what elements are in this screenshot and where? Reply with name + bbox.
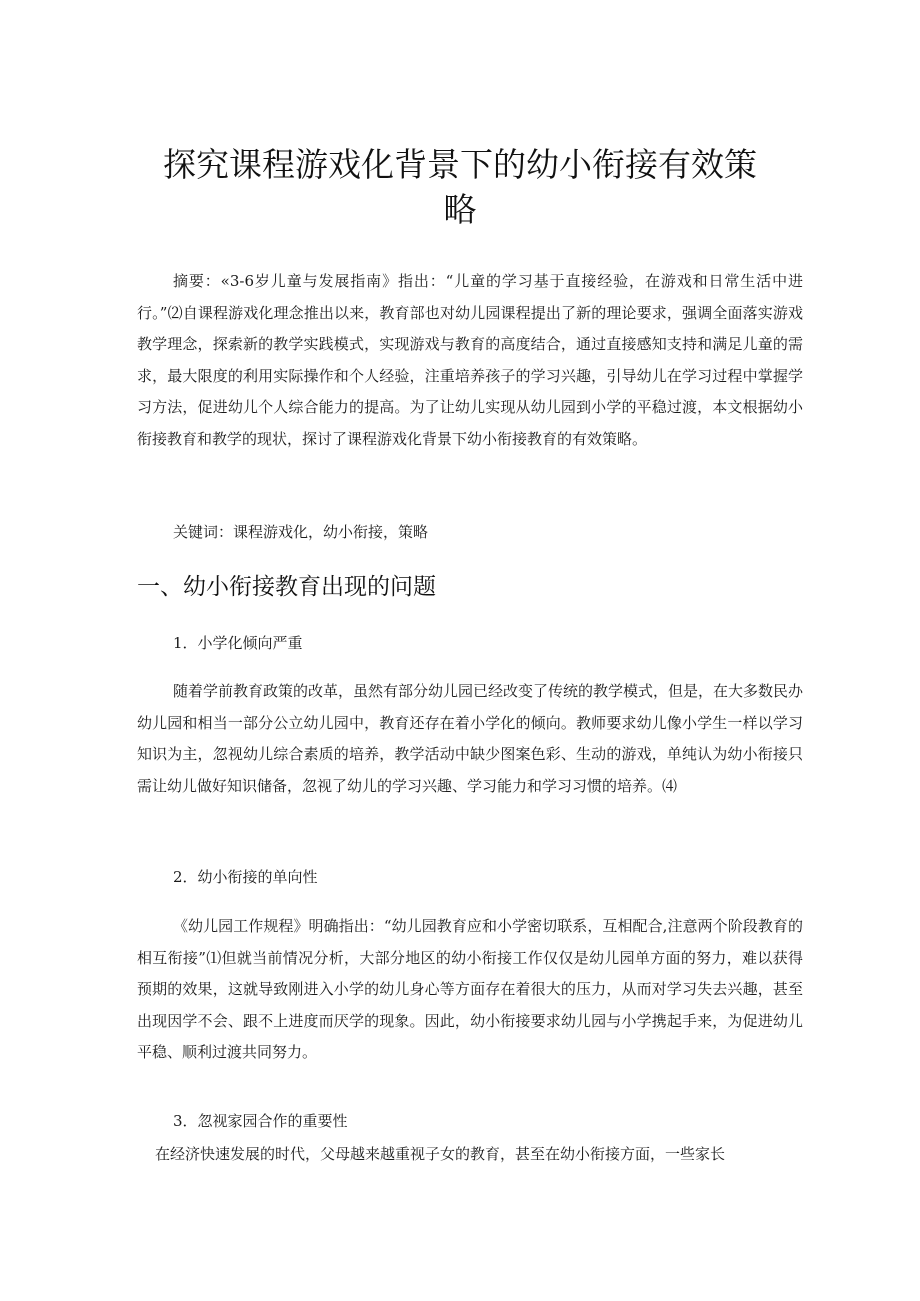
document-title-line-2: 略 xyxy=(443,190,477,229)
abstract-paragraph: 摘要：«3-6岁儿童与发展指南》指出：“儿童的学习基于直接经验，在游戏和日常生活中进行。”⑵自课程游戏化理念推出以来，教育部也对幼儿园课程提出了新的理论要求，强调全面落实游戏教学理念，探索新的教学实践模式，实现游戏与教育的高度结合，通过直接感知支持和满足儿童的需求，最大限度的利用实际操作和个人经验，注重培养孩子的学习兴趣，引导幼儿在学习过程中掌握学习方法，促进幼儿个人综合能力的提高。为了让幼儿实现从幼儿园到小学的平稳过渡，本文根据幼小衔接教育和教学的现状，探讨了课程游戏化背景下幼小衔接教育的有效策略。 xyxy=(137,272,803,448)
subsection-1-paragraph: 随着学前教育政策的改革，虽然有部分幼儿园已经改变了传统的教学模式，但是，在大多数民办幼儿园和相当一部分公立幼儿园中，教育还存在着小学化的倾向。教师要求幼儿像小学生一样以学习知识为主，忽视幼儿综合素质的培养，教学活动中缺少图案色彩、生动的游戏，单纯认为幼小衔接只需让幼儿做好知识储备，忽视了幼儿的学习兴趣、学习能力和学习习惯的培养。⑷ xyxy=(137,682,804,795)
subsection-3-heading: 3．忽视家园合作的重要性 xyxy=(173,1112,348,1130)
subsection-2-paragraph: 《幼儿园工作规程》明确指出：“幼儿园教育应和小学密切联系，互相配合,注意两个阶段教育的相互衔接”⑴但就当前情况分析，大部分地区的幼小衔接工作仅仅是幼儿园单方面的努力，难以获得预期的效果，这就导致刚进入小学的幼儿身心等方面存在着很大的压力，从而对学习失去兴趣，甚至出现因学不会、跟不上进度而厌学的现象。因此，幼小衔接要求幼儿园与小学携起手来，为促进幼儿平稳、顺利过渡共同努力。 xyxy=(137,917,803,1062)
keywords-line: 关键词：课程游戏化，幼小衔接，策略 xyxy=(173,523,429,541)
document-title-line-1: 探究课程游戏化背景下的幼小衔接有效策 xyxy=(163,145,757,184)
section-1-heading: 一、幼小衔接教育出现的问题 xyxy=(137,574,436,600)
subsection-2-heading: 2．幼小衔接的单向性 xyxy=(173,868,318,886)
subsection-3-paragraph: 在经济快速发展的时代，父母越来越重视子女的教育，甚至在幼小衔接方面，一些家长 xyxy=(155,1145,726,1163)
subsection-1-heading: 1．小学化倾向严重 xyxy=(173,634,303,652)
